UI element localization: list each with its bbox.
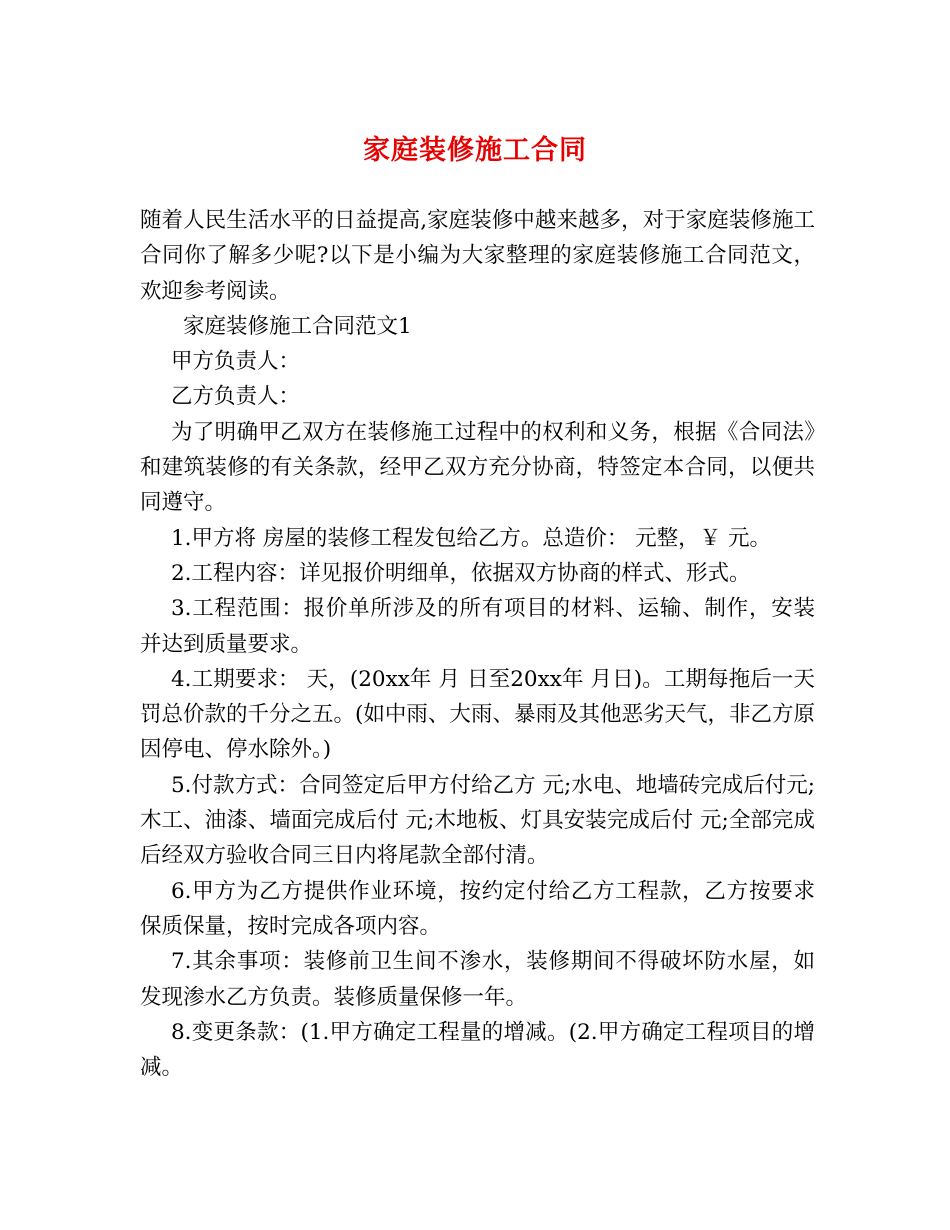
clause-2: 2.工程内容：详见报价明细单，依据双方协商的样式、形式。	[171, 560, 751, 586]
clause-6: 6.甲方为乙方提供作业环境，按约定付给乙方工程款，乙方按要求保质保量，按时完成各项内容。	[140, 878, 815, 939]
clause-8: 8.变更条款：(1.甲方确定工程量的增减。(2.甲方确定工程项目的增减。	[140, 1019, 815, 1081]
party-b-line: 乙方负责人：	[171, 384, 301, 410]
document-title: 家庭装修施工合同	[363, 135, 587, 166]
preamble-paragraph: 为了明确甲乙双方在装修施工过程中的权利和义务，根据《合同法》和建筑装修的有关条款，经甲乙双方充分协商，特签定本合同，以便共同遵守。	[140, 419, 815, 516]
clause-7: 7.其余事项：装修前卫生间不渗水，装修期间不得破坏防水屋，如发现渗水乙方负责。装修质量保修一年。	[140, 949, 815, 1010]
party-a-line: 甲方负责人：	[171, 349, 301, 375]
clause-1: 1.甲方将 房屋的装修工程发包给乙方。总造价： 元整，￥ 元。	[171, 525, 772, 551]
document-body	[140, 203, 815, 1085]
clause-3: 3.工程范围：报价单所涉及的所有项目的材料、运输、制作，安装并达到质量要求。	[140, 596, 815, 657]
intro-paragraph: 随着人民生活水平的日益提高,家庭装修中越来越多，对于家庭装修施工合同你了解多少呢?以下是小编为大家整理的家庭装修施工合同范文，欢迎参考阅读。	[140, 208, 815, 304]
clause-5: 5.付款方式：合同签定后甲方付给乙方 元;水电、地墙砖完成后付元;木工、油漆、墙面完成后付 元;木地板、灯具安装完成后付 元;全部完成后经双方验收合同三日内将尾款全部付清。	[140, 772, 815, 869]
section-heading: 家庭装修施工合同范文1	[183, 313, 412, 339]
clause-4: 4.工期要求： 天，(20xx年 月 日至20xx年 月日)。工期每拖后一天罚总价款的千分之五。(如中雨、大雨、暴雨及其他恶劣天气，非乙方原因停电、停水除外。)	[140, 666, 815, 763]
